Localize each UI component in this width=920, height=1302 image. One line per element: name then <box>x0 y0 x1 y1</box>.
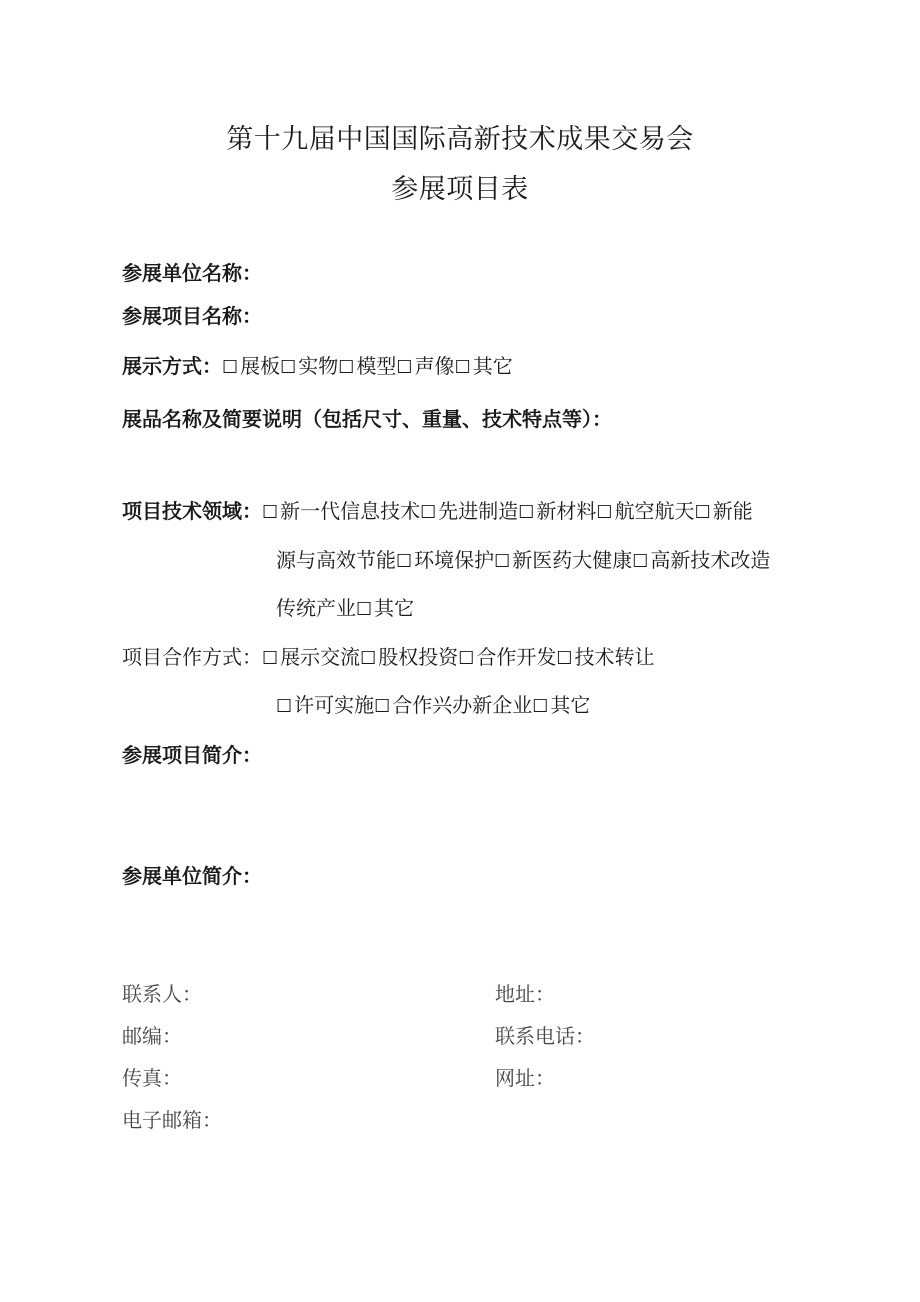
tech-field-option <box>695 499 753 523</box>
coop-option-label: 合作兴办新企业 <box>392 693 533 717</box>
postcode-label: 邮编： <box>122 1024 182 1048</box>
display-mode-option-label: 声像 <box>414 354 455 378</box>
display-mode-option-label: 实物 <box>298 354 339 378</box>
tech-field-continuation-3: 传统产业 <box>276 596 356 620</box>
tech-field-options-1 <box>262 499 753 523</box>
tech-field-row-3 <box>276 592 414 621</box>
tech-field-option <box>494 548 632 572</box>
project-name-label: 参展项目名称： <box>122 304 262 328</box>
display-mode-option <box>455 354 513 378</box>
phone-label: 联系电话： <box>495 1024 595 1048</box>
tech-field-option-label: 新一代信息技术 <box>280 499 421 523</box>
tech-field-option-label: 航空航天 <box>614 499 695 523</box>
coop-option <box>556 645 654 669</box>
checkbox-icon[interactable]: ☐ <box>276 696 293 717</box>
display-mode-option-label: 其它 <box>472 354 513 378</box>
unit-intro-label: 参展单位简介： <box>122 864 262 888</box>
coop-option-label: 许可实施 <box>294 693 375 717</box>
tech-field-option-label: 新材料 <box>536 499 597 523</box>
checkbox-icon[interactable]: ☐ <box>454 357 471 378</box>
display-mode-option-label: 模型 <box>356 354 397 378</box>
checkbox-icon[interactable]: ☐ <box>374 696 391 717</box>
tech-field-option-label: 先进制造 <box>438 499 519 523</box>
checkbox-icon[interactable]: ☐ <box>596 502 613 523</box>
checkbox-icon[interactable]: ☐ <box>360 648 377 669</box>
contact-person-label: 联系人： <box>122 982 202 1006</box>
checkbox-icon[interactable]: ☐ <box>458 648 475 669</box>
tech-field-label: 项目技术领域： <box>122 499 262 523</box>
address-label: 地址： <box>495 982 555 1006</box>
coop-row-2 <box>276 689 590 718</box>
coop-option-label: 技术转让 <box>574 645 655 669</box>
exhibit-description-label: 展品名称及简要说明（包括尺寸、重量、技术特点等）： <box>122 407 612 431</box>
checkbox-icon[interactable]: ☐ <box>280 357 297 378</box>
tech-field-option <box>420 499 518 523</box>
checkbox-icon[interactable]: ☐ <box>262 648 279 669</box>
tech-field-option-label: 高新技术改造 <box>650 548 771 572</box>
tech-field-option <box>262 499 420 523</box>
checkbox-icon[interactable]: ☐ <box>396 357 413 378</box>
tech-field-continuation-2: 源与高效节能 <box>276 548 396 572</box>
tech-field-option-label: 其它 <box>374 596 415 620</box>
website-label: 网址： <box>495 1066 555 1090</box>
checkbox-icon[interactable]: ☐ <box>632 551 649 572</box>
display-mode-option <box>280 354 338 378</box>
checkbox-icon[interactable]: ☐ <box>694 502 711 523</box>
tech-field-row-1 <box>122 495 753 524</box>
email-label: 电子邮箱： <box>122 1108 222 1132</box>
checkbox-icon[interactable]: ☐ <box>222 357 239 378</box>
tech-field-option <box>396 548 494 572</box>
checkbox-icon[interactable]: ☐ <box>356 599 373 620</box>
project-intro-label: 参展项目简介： <box>122 743 262 767</box>
tech-field-option <box>632 548 770 572</box>
tech-field-options-3 <box>356 596 414 620</box>
checkbox-icon[interactable]: ☐ <box>494 551 511 572</box>
coop-row-1 <box>122 641 655 670</box>
display-mode-options <box>222 354 513 378</box>
checkbox-icon[interactable]: ☐ <box>396 551 413 572</box>
display-mode-option <box>338 354 396 378</box>
display-mode-row <box>122 350 513 379</box>
coop-option <box>360 645 458 669</box>
coop-option <box>262 645 360 669</box>
checkbox-icon[interactable]: ☐ <box>532 696 549 717</box>
checkbox-icon[interactable]: ☐ <box>420 502 437 523</box>
display-mode-option-label: 展板 <box>240 354 281 378</box>
tech-field-row-2 <box>276 544 770 573</box>
coop-option <box>458 645 556 669</box>
checkbox-icon[interactable]: ☐ <box>518 502 535 523</box>
coop-option <box>532 693 590 717</box>
coop-options-1 <box>262 645 655 669</box>
coop-option-label: 其它 <box>550 693 591 717</box>
tech-field-option-label: 环境保护 <box>414 548 495 572</box>
coop-option-label: 合作开发 <box>476 645 557 669</box>
coop-options-2 <box>276 693 590 717</box>
coop-option-label: 展示交流 <box>280 645 361 669</box>
tech-field-option <box>518 499 596 523</box>
form-subtitle: 参展项目表 <box>391 174 529 205</box>
checkbox-icon[interactable]: ☐ <box>556 648 573 669</box>
tech-field-option <box>596 499 694 523</box>
coop-option <box>374 693 532 717</box>
display-mode-option <box>222 354 280 378</box>
tech-field-options-2 <box>396 548 770 572</box>
tech-field-option-label: 新医药大健康 <box>512 548 633 572</box>
display-mode-label: 展示方式： <box>122 354 222 378</box>
display-mode-option <box>396 354 454 378</box>
checkbox-icon[interactable]: ☐ <box>338 357 355 378</box>
coop-label: 项目合作方式： <box>122 645 262 669</box>
tech-field-option-label: 新能 <box>712 499 753 523</box>
form-title: 第十九届中国国际高新技术成果交易会 <box>226 124 694 155</box>
coop-option <box>276 693 374 717</box>
tech-field-option <box>356 596 414 620</box>
checkbox-icon[interactable]: ☐ <box>262 502 279 523</box>
coop-option-label: 股权投资 <box>378 645 459 669</box>
fax-label: 传真： <box>122 1066 182 1090</box>
exhibitor-name-label: 参展单位名称： <box>122 261 262 285</box>
